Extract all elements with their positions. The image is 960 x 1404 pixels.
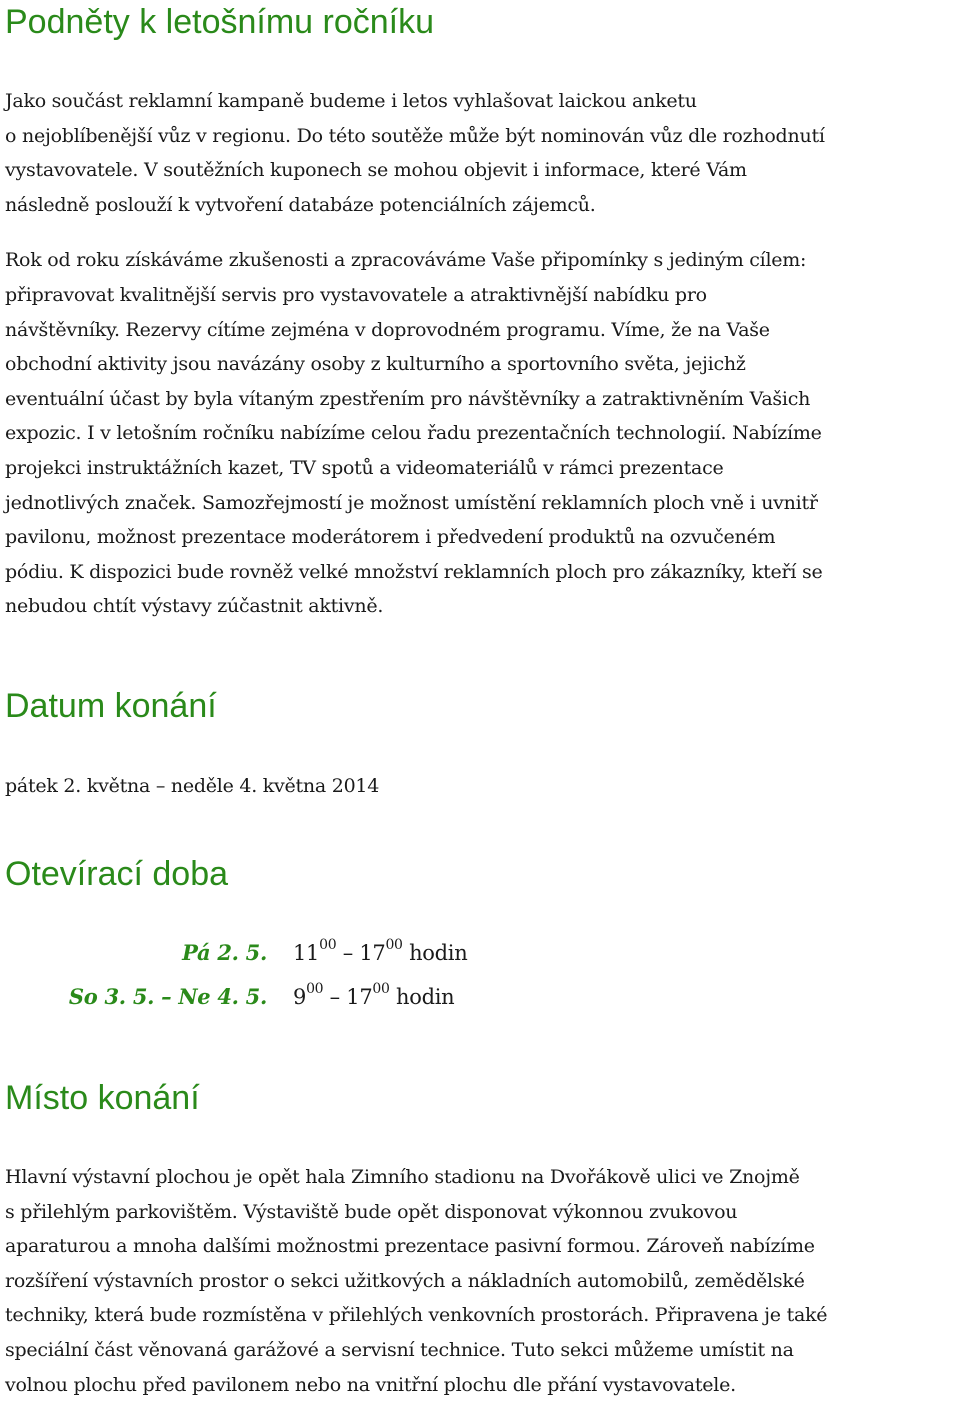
- text-line: vystavovatele. V soutěžních kuponech se mohou objevit i informace, které Vám: [5, 159, 747, 182]
- time-minutes: 00: [385, 937, 403, 953]
- event-dates: pátek 2. května – neděle 4. května 2014: [5, 775, 380, 797]
- text-line: projekci instruktážních kazet, TV spotů a videomateriálů v rámci prezentace: [5, 456, 724, 479]
- text-line: návštěvníky. Rezervy cítíme zejména v doprovodném programu. Víme, že na Vaše: [5, 318, 770, 341]
- section-heading-misto: Místo konání: [5, 1079, 200, 1117]
- text-line: o nejoblíbenější vůz v regionu. Do této soutěže může být nominován vůz dle rozhodnutí: [5, 124, 825, 147]
- text-line: jednotlivých značek. Samozřejmostí je možnost umístění reklamních ploch vně i uvnitř: [5, 491, 818, 514]
- time-unit: hodin: [396, 985, 455, 1009]
- text-line: techniky, která bude rozmístěna v přilehlých venkovních prostorách. Připravena je také: [5, 1304, 828, 1327]
- text-line: Rok od roku získáváme zkušenosti a zpracováváme Vaše připomínky s jediným cílem:: [5, 249, 807, 272]
- text-line: následně poslouží k vytvoření databáze potenciálních zájemců.: [5, 193, 596, 216]
- section-heading-datum: Datum konání: [5, 687, 217, 725]
- text-line: s přilehlým parkovištěm. Výstaviště bude opět disponovat výkonnou zvukovou: [5, 1200, 738, 1223]
- text-line: připravovat kvalitnější servis pro vystavovatele a atraktivnější nabídku pro: [5, 283, 707, 306]
- opening-hours-row: [5, 937, 605, 984]
- time-unit: hodin: [409, 941, 468, 965]
- paragraph-misto: [5, 1160, 827, 1402]
- text-line: pavilonu, možnost prezentace moderátorem i předvedení produktů na ozvučeném: [5, 526, 776, 549]
- text-line: speciální část věnovaná garážové a servisní technice. Tuto sekci můžeme umístit na: [5, 1338, 794, 1361]
- time-minutes: 00: [306, 981, 324, 997]
- text-line: nebudou chtít výstavy zúčastnit aktivně.: [5, 595, 384, 618]
- time-minutes: 00: [372, 981, 390, 997]
- text-line: Hlavní výstavní plochou je opět hala Zimního stadionu na Dvořákově ulici ve Znojmě: [5, 1166, 800, 1188]
- time-dash: –: [342, 941, 353, 965]
- opening-hours-table: [5, 937, 605, 1028]
- section-body-datum: [5, 769, 379, 804]
- section-body-podnety: [5, 84, 825, 624]
- time-hours: 17: [359, 941, 386, 965]
- opening-hours-day: So 3. 5. – Ne 4. 5.: [68, 984, 267, 1009]
- paragraph-zkusenosti: [5, 243, 825, 624]
- section-heading-oteviraci-doba: Otevírací doba: [5, 855, 229, 893]
- text-line: pódiu. K dispozici bude rovněž velké množství reklamních ploch pro zákazníky, kteří se: [5, 560, 823, 583]
- time-dash: –: [329, 985, 340, 1009]
- text-line: Jako součást reklamní kampaně budeme i letos vyhlašovat laickou anketu: [5, 90, 697, 112]
- paragraph-anketa: [5, 84, 825, 222]
- text-line: volnou plochu před pavilonem nebo na vnitřní plochu dle přání vystavovatele.: [5, 1373, 736, 1396]
- time-hours: 11: [293, 941, 320, 965]
- opening-hours-time: [293, 981, 455, 1009]
- section-heading-podnety: Podněty k letošnímu ročníku: [5, 3, 435, 41]
- text-line: rozšíření výstavních prostor o sekci užitkových a nákladních automobilů, zemědělské: [5, 1269, 805, 1292]
- section-body-misto: [5, 1160, 827, 1402]
- text-line: obchodní aktivity jsou navázány osoby z kulturního a sportovního světa, jejichž: [5, 353, 746, 376]
- opening-hours-day: Pá 2. 5.: [182, 940, 267, 965]
- time-minutes: 00: [319, 937, 337, 953]
- time-hours: 17: [346, 985, 373, 1009]
- opening-hours-row: [5, 981, 605, 1028]
- text-line: expozic. I v letošním ročníku nabízíme celou řadu prezentačních technologií. Nabízíme: [5, 422, 822, 445]
- time-hours: 9: [293, 985, 307, 1009]
- opening-hours-time: [293, 937, 468, 965]
- text-line: eventuální účast by byla vítaným zpestřením pro návštěvníky a zatraktivněním Vašich: [5, 387, 811, 410]
- text-line: aparaturou a mnoha dalšími možnostmi prezentace pasivní formou. Zároveň nabízíme: [5, 1235, 815, 1258]
